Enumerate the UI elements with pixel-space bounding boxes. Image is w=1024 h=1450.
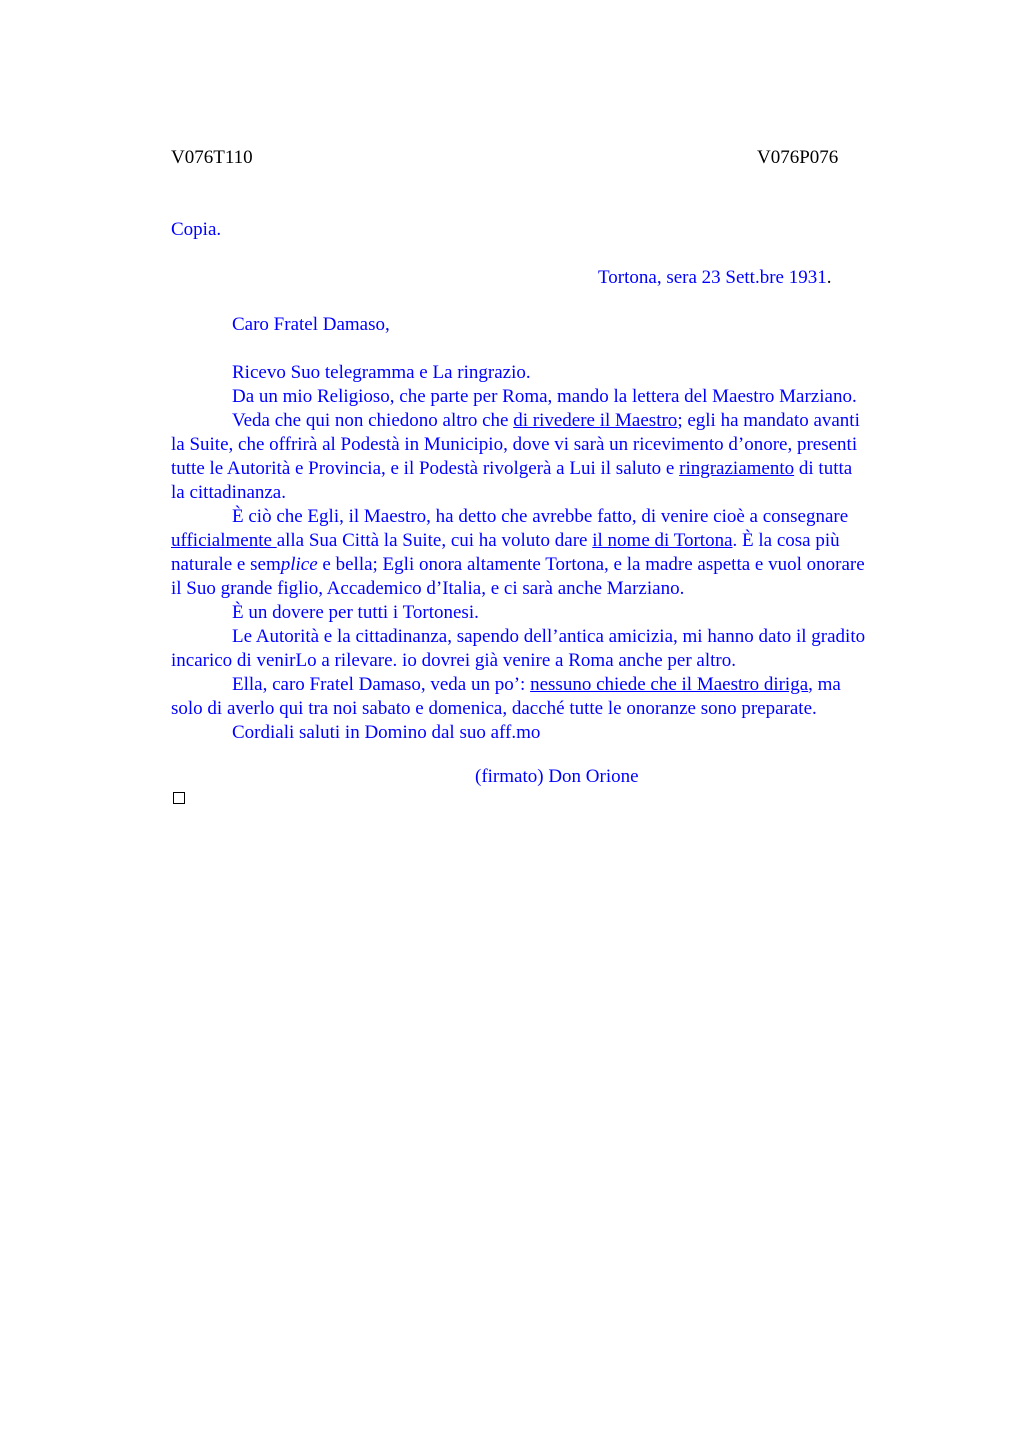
text-run: . È la cosa più	[732, 530, 840, 551]
underlined-text: ufficialmente	[171, 530, 277, 551]
text-run: alla Sua Città la Suite, cui ha voluto dare	[276, 530, 593, 551]
paragraph-6-line-2: incarico di venirLo a rilevare. io dovrei già venire a Roma anche per altro.	[171, 650, 736, 671]
letter-body	[171, 361, 931, 745]
paragraph-4-line-4: il Suo grande figlio, Accademico d’Italia, e ci sarà anche Marziano.	[171, 578, 685, 599]
dateline	[598, 266, 831, 290]
text-run: e bella; Egli onora altamente Tortona, e la madre aspetta e vuol onorare	[317, 554, 865, 575]
signature: (firmato) Don Orione	[475, 766, 639, 787]
paragraph-8-text: Cordiali saluti in Domino dal suo aff.mo	[232, 722, 541, 743]
paragraph-8	[171, 721, 931, 745]
paragraph-3-line-1	[171, 409, 931, 433]
paragraph-7	[171, 673, 931, 721]
paragraph-4-line-3	[171, 553, 931, 577]
paragraph-6-line-1: Le Autorità e la cittadinanza, sapendo dell’antica amicizia, mi hanno dato il gradito	[232, 626, 866, 647]
paragraph-2	[171, 385, 931, 409]
text-run: di tutta	[794, 458, 853, 479]
paragraph-3	[171, 409, 931, 505]
end-marker-square	[173, 792, 185, 804]
paragraph-7-line-1	[171, 673, 931, 697]
paragraph-2-text: Da un mio Religioso, che parte per Roma, mando la lettera del Maestro Marziano.	[232, 386, 857, 407]
paragraph-4	[171, 505, 931, 601]
paragraph-6	[171, 625, 931, 673]
paragraph-1	[171, 361, 931, 385]
text-run: tutte le Autorità e Provincia, e il Podestà rivolgerà a Lui il saluto e	[171, 458, 680, 479]
document-code-right: V076P076	[757, 147, 839, 168]
paragraph-3-line-3	[171, 457, 931, 481]
text-run: naturale e sem	[171, 554, 281, 575]
text-run: ; egli ha mandato avanti	[677, 410, 860, 431]
dateline-text: Tortona, sera 23 Sett.bre 1931	[598, 267, 827, 288]
salutation: Caro Fratel Damaso,	[232, 314, 390, 335]
underlined-text: ringraziamento	[679, 458, 795, 479]
paragraph-5	[171, 601, 931, 625]
paragraph-1-text: Ricevo Suo telegramma e La ringrazio.	[232, 362, 531, 383]
paragraph-3-line-2: la Suite, che offrirà al Podestà in Municipio, dove vi sarà un ricevimento d’onore, presenti	[171, 434, 858, 455]
text-run: Ella, caro Fratel Damaso, veda un po’:	[232, 674, 531, 695]
copy-label: Copia.	[171, 219, 222, 240]
underlined-text: di rivedere il Maestro	[513, 410, 678, 431]
underlined-text: nessuno chiede che il Maestro diriga	[530, 674, 809, 695]
paragraph-3-line-4: la cittadinanza.	[171, 482, 286, 503]
text-run: , ma	[808, 674, 841, 695]
paragraph-7-line-2: solo di averlo qui tra noi sabato e domenica, dacché tutte le onoranze sono preparate.	[171, 698, 817, 719]
paragraph-4-line-1: È ciò che Egli, il Maestro, ha detto che avrebbe fatto, di venire cioè a consegnare	[232, 506, 849, 527]
dateline-period: .	[826, 267, 832, 288]
underlined-text: il nome di Tortona	[592, 530, 733, 551]
italic-text: plice	[280, 554, 318, 575]
text-run: Veda che qui non chiedono altro che	[232, 410, 514, 431]
paragraph-4-line-2	[171, 529, 931, 553]
document-code-left: V076T110	[171, 147, 253, 168]
paragraph-5-text: È un dovere per tutti i Tortonesi.	[232, 602, 479, 623]
